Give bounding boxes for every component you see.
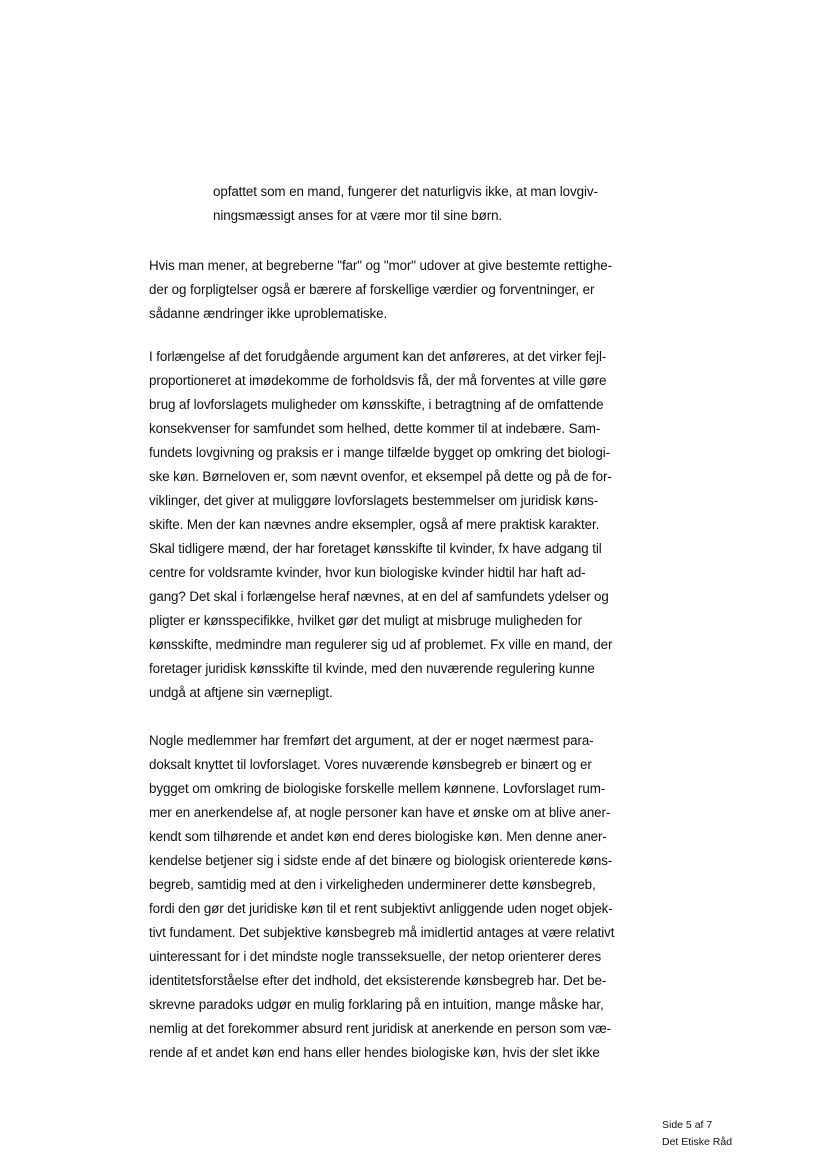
text-line: brug af lovforslagets muligheder om kønsskifte, i betragtning af de omfattende [149,397,604,412]
text-line: skrevne paradoks udgør en mulig forklaring på en intuition, mange måske har, [149,997,604,1012]
text-line: der og forpligtelser også er bærere af forskellige værdier og forventninger, er [149,282,595,297]
text-line: kendt som tilhørende et andet køn end deres biologiske køn. Men denne aner- [149,829,607,844]
text-line: identitetsforståelse efter det indhold, det eksisterende kønsbegreb har. Det be- [149,973,607,988]
text-line: undgå at aftjene sin værnepligt. [149,685,333,700]
paragraph-disproportion [149,345,669,705]
text-line: Hvis man mener, at begreberne "far" og "mor" udover at give bestemte rettighe- [149,258,613,273]
text-line: fundets lovgivning og praksis er i mange tilfælde bygget op omkring det biologi- [149,445,610,460]
text-line: ningsmæssigt anses for at være mor til sine børn. [213,208,503,223]
text-line: fordi den gør det juridiske køn til et rent subjektivt anliggende uden noget objek- [149,901,613,916]
text-line: I forlængelse af det forudgående argument kan det anføreres, at det virker fejl- [149,349,607,364]
text-line: mer en anerkendelse af, at nogle personer kan have et ønske om at blive aner- [149,805,611,820]
organization-name: Det Etiske Råd [662,1136,733,1148]
text-line: uinteressant for i det mindste nogle transseksuelle, der netop orienterer deres [149,949,602,964]
text-line: rende af et andet køn end hans eller hendes biologiske køn, hvis der slet ikke [149,1045,600,1060]
text-line: kønsskifte, medmindre man regulerer sig ud af problemet. Fx ville en mand, der [149,637,613,652]
paragraph-continuation [213,180,673,228]
page-number: Side 5 af 7 [662,1119,713,1131]
text-line: gang? Det skal i forlængelse heraf nævnes, at en del af samfundets ydelser og [149,589,609,604]
text-line: Skal tidligere mænd, der har foretaget kønsskifte til kvinder, fx have adgang til [149,541,602,556]
text-line: konsekvenser for samfundet som helhed, dette kommer til at indebære. Sam- [149,421,601,436]
text-line: proportioneret at imødekomme de forholdsvis få, der må forventes at ville gøre [149,373,607,388]
text-line: nemlig at det forekommer absurd rent juridisk at anerkende en person som væ- [149,1021,612,1036]
page-footer [662,1117,802,1151]
text-line: pligter er kønsspecifikke, hvilket gør det muligt at misbruge muligheden for [149,613,582,628]
text-line: centre for voldsramte kvinder, hvor kun biologiske kvinder hidtil har haft ad- [149,565,586,580]
paragraph-paradox [149,729,669,1065]
text-line: ske køn. Børneloven er, som nævnt ovenfor, et eksempel på dette og på de for- [149,469,612,484]
text-line: sådanne ændringer ikke uproblematiske. [149,306,388,321]
text-line: opfattet som en mand, fungerer det naturligvis ikke, at man lovgiv- [213,184,598,199]
text-line: Nogle medlemmer har fremført det argument, at der er noget nærmest para- [149,733,594,748]
text-line: tivt fundament. Det subjektive kønsbegreb må imidlertid antages at være relativt [149,925,615,940]
text-line: bygget om omkring de biologiske forskelle mellem kønnene. Lovforslaget rum- [149,781,606,796]
text-line: kendelse betjener sig i sidste ende af det binære og biologisk orienterede køns- [149,853,613,868]
text-line: begreb, samtidig med at den i virkeligheden underminerer dette kønsbegreb, [149,877,596,892]
paragraph-far-mor [149,254,669,326]
text-line: viklinger, det giver at muliggøre lovforslagets bestemmelser om juridisk køns- [149,493,599,508]
text-line: doksalt knyttet til lovforslaget. Vores nuværende kønsbegreb er binært og er [149,757,592,772]
text-line: foretager juridisk kønsskifte til kvinde, med den nuværende regulering kunne [149,661,595,676]
text-line: skifte. Men der kan nævnes andre eksempler, også af mere praktisk karakter. [149,517,600,532]
